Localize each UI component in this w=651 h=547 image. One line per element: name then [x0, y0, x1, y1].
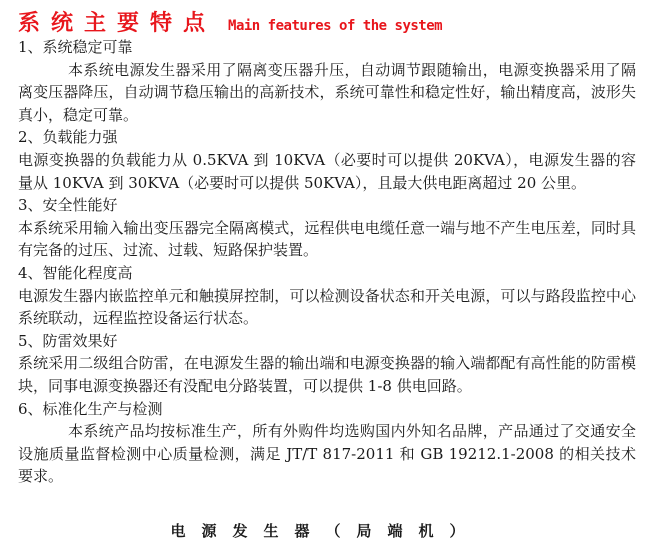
feature-lightning-protection [18, 330, 636, 398]
page-header [18, 6, 651, 36]
feature-stability [18, 36, 636, 126]
feature-intelligence [18, 262, 636, 330]
features-list [18, 36, 636, 488]
feature-text: 电源发生器内嵌监控单元和触摸屏控制，可以检测设备状态和开关电源，可以与路段监控中心系统联动，远程监控设备运行状态。 [18, 286, 636, 328]
feature-safety [18, 194, 636, 262]
feature-text: 电源变换器的负载能力从 0.5KVA 到 10KVA（必要时可以提供 20KVA），电源发生器的容量从 10KVA 到 30KVA（必要时可以提供 50KVA），且最大供电距离超过 20 公里。 [18, 150, 636, 192]
feature-load-capacity [18, 126, 636, 194]
feature-standardization [18, 398, 636, 488]
feature-text: 本系统电源发生器采用了隔离变压器升压，自动调节跟随输出，电源变换器采用了隔离变压器降压，自动调节稳压输出的高新技术，系统可靠性和稳定性好，输出精度高，波形失真小，稳定可靠。 [18, 60, 636, 124]
feature-heading: 4、智能化程度高 [18, 263, 133, 282]
feature-text: 本系统采用输入输出变压器完全隔离模式，远程供电电缆任意一端与地不产生电压差，同时具有完备的过压、过流、过载、短路保护装置。 [18, 218, 636, 260]
feature-heading: 2、负载能力强 [18, 128, 118, 147]
feature-text: 系统采用二级组合防雷，在电源发生器的输出端和电源变换器的输入端都配有高性能的防雷模块，同事电源变换器还有没配电分路装置，可以提供 1-8 供电回路。 [18, 354, 636, 395]
feature-heading: 5、防雷效果好 [18, 331, 118, 350]
page-title-chinese: 系统主要特点 [18, 11, 217, 36]
feature-heading: 6、标准化生产与检测 [18, 399, 163, 418]
feature-heading: 3、安全性能好 [18, 196, 118, 215]
feature-heading: 1、系统稳定可靠 [18, 38, 133, 56]
image-caption: 电源发生器（局端机） [170, 522, 481, 540]
page-title-english: Main features of the system [228, 18, 443, 34]
feature-text: 本系统产品均按标准生产，所有外购件均选购国内外知名品牌，产品通过了交通安全设施质量监督检测中心质量检测，满足 JT/T 817-2011 和 GB 19212.1-2008 的相关技术要求。 [18, 422, 636, 486]
